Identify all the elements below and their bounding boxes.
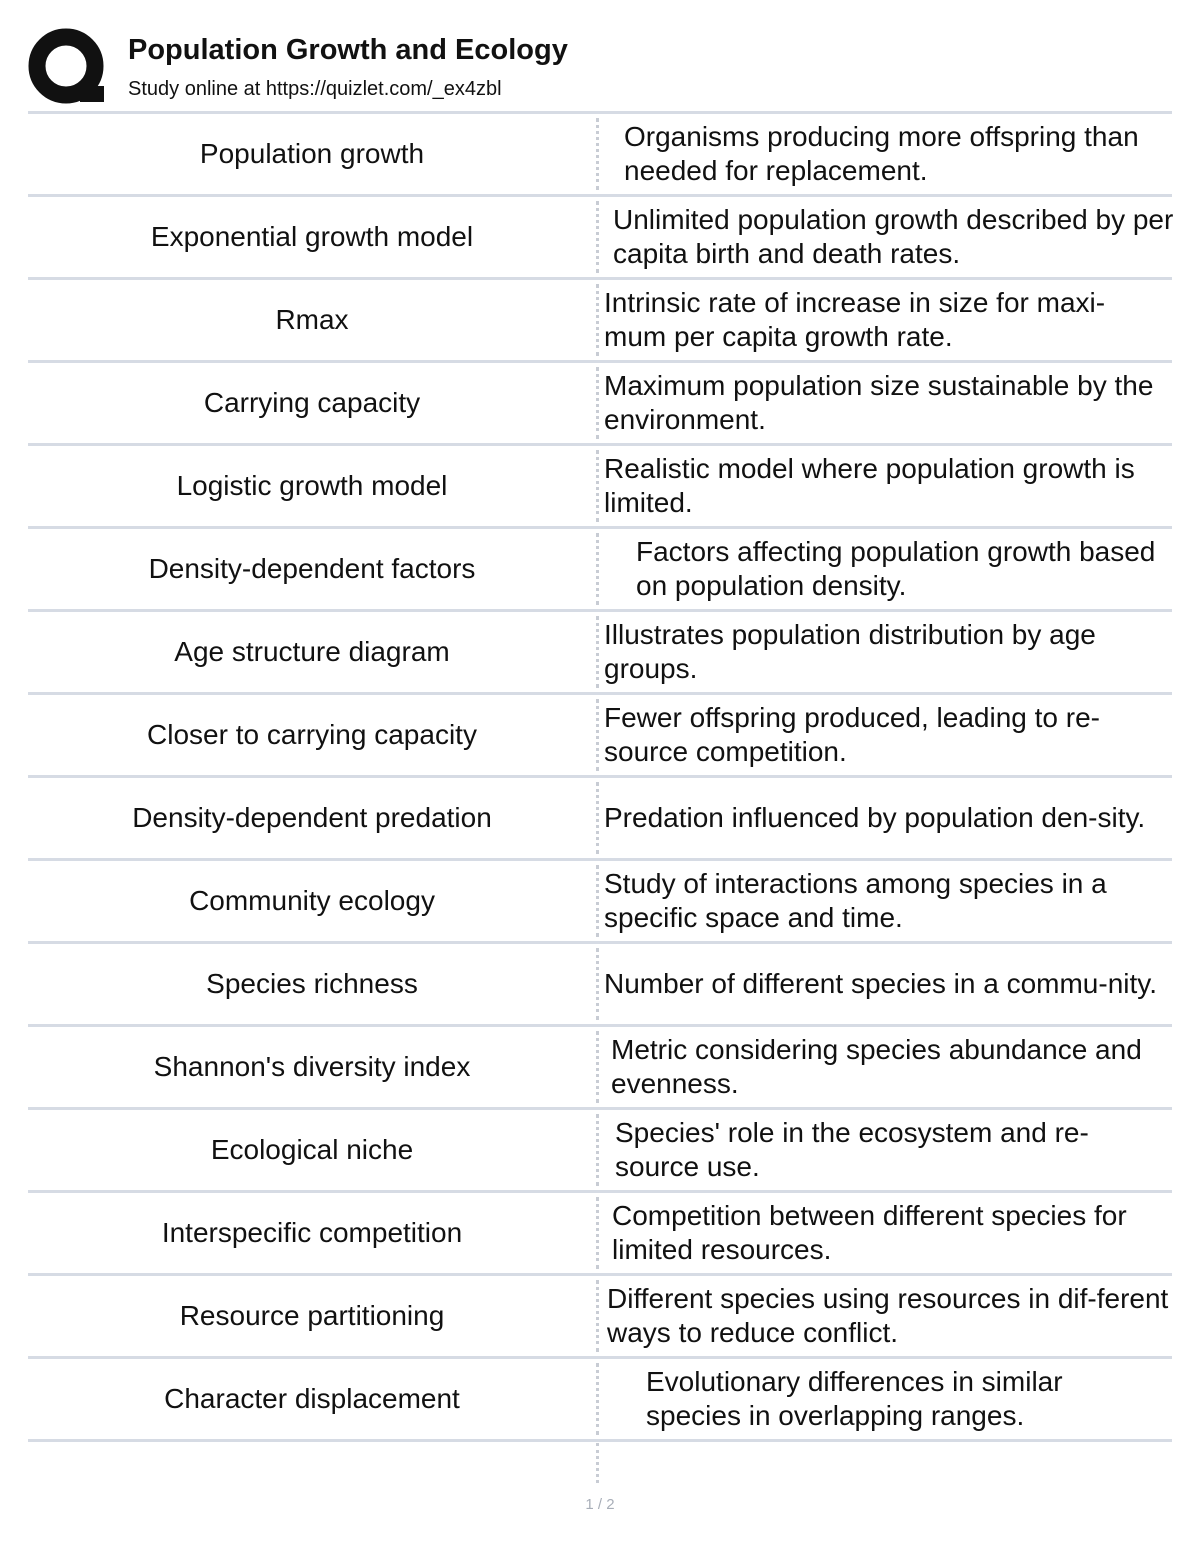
column-divider	[596, 616, 599, 688]
column-divider	[596, 782, 599, 854]
term-cell: Density-dependent predation	[132, 802, 492, 833]
definition-cell	[604, 1193, 1174, 1273]
table-row	[28, 695, 1172, 778]
term-cell: Carrying capacity	[203, 387, 421, 418]
table-row	[28, 280, 1172, 363]
definition-cell	[604, 114, 1164, 194]
term-cell: Interspecific competition	[161, 1217, 463, 1248]
definition-cell	[604, 861, 1166, 941]
column-divider	[596, 201, 599, 273]
definition-cell	[604, 695, 1166, 775]
definition-cell	[604, 197, 1175, 277]
term-cell: Logistic growth model	[176, 470, 448, 501]
definition-text: Illustrates population distribution by age groups.	[604, 619, 1096, 684]
definition-text: Intrinsic rate of increase in size for maxi-mum per capita growth rate.	[604, 287, 1106, 352]
definition-text: Evolutionary differences in similar species in overlapping ranges.	[646, 1366, 1063, 1431]
definition-text: Factors affecting population growth based on population density.	[636, 536, 1156, 601]
definition-cell	[604, 612, 1166, 692]
definition-text: Number of different species in a commu-nity.	[604, 968, 1157, 999]
table-row	[28, 529, 1172, 612]
table-row	[28, 944, 1172, 1027]
footer-column-divider	[596, 1443, 599, 1483]
column-divider	[596, 1197, 599, 1269]
term-cell: Character displacement	[164, 1383, 460, 1414]
term-cell: Closer to carrying capacity	[147, 719, 477, 750]
column-divider	[596, 948, 599, 1020]
page-header	[28, 28, 1172, 112]
table-row	[28, 197, 1172, 280]
quizlet-logo-icon	[28, 28, 108, 108]
study-online-link-text: Study online at https://quizlet.com/_ex4zbl	[128, 78, 502, 100]
column-divider	[596, 367, 599, 439]
column-divider	[596, 284, 599, 356]
definition-cell	[604, 529, 1156, 609]
page-number: 1 / 2	[585, 1496, 615, 1513]
table-row	[28, 861, 1172, 944]
definition-text: Predation influenced by population den-sity.	[604, 802, 1146, 833]
page-title: Population Growth and Ecology	[128, 34, 568, 66]
column-divider	[596, 533, 599, 605]
definition-cell	[604, 446, 1166, 526]
definition-text: Realistic model where population growth is limited.	[604, 453, 1135, 518]
definition-text: Metric considering species abundance and evenness.	[611, 1034, 1142, 1099]
flashcard-table	[28, 111, 1172, 1442]
definition-cell	[604, 280, 1166, 360]
table-row	[28, 778, 1172, 861]
table-row	[28, 612, 1172, 695]
definition-text: Competition between different species for limited resources.	[612, 1200, 1127, 1265]
term-cell: Community ecology	[189, 885, 435, 916]
definition-cell	[604, 1110, 1155, 1190]
table-row	[28, 1276, 1172, 1359]
term-cell: Density-dependent factors	[148, 553, 476, 584]
term-cell: Ecological niche	[210, 1134, 414, 1165]
column-divider	[596, 1280, 599, 1352]
definition-text: Species' role in the ecosystem and re-source use.	[615, 1117, 1089, 1182]
term-cell: Exponential growth model	[150, 221, 474, 252]
column-divider	[596, 450, 599, 522]
definition-cell	[604, 363, 1166, 443]
definition-text: Maximum population size sustainable by the environment.	[604, 370, 1154, 435]
column-divider	[596, 1363, 599, 1435]
definition-cell	[604, 1027, 1173, 1107]
table-row	[28, 1193, 1172, 1276]
term-cell: Age structure diagram	[174, 636, 450, 667]
table-row	[28, 114, 1172, 197]
table-row	[28, 1359, 1172, 1442]
table-row	[28, 1110, 1172, 1193]
table-row	[28, 446, 1172, 529]
column-divider	[596, 1031, 599, 1103]
definition-cell	[604, 944, 1166, 1024]
definition-text: Different species using resources in dif-ferent ways to reduce conflict.	[607, 1283, 1169, 1348]
definition-cell	[604, 1359, 1156, 1439]
term-cell: Species richness	[206, 968, 418, 999]
term-cell: Shannon's diversity index	[153, 1051, 471, 1082]
table-row	[28, 363, 1172, 446]
column-divider	[596, 865, 599, 937]
definition-text: Unlimited population growth described by per capita birth and death rates.	[613, 204, 1174, 269]
term-cell: Resource partitioning	[179, 1300, 445, 1331]
term-cell: Population growth	[199, 138, 425, 169]
definition-text: Organisms producing more offspring than needed for replacement.	[624, 121, 1139, 186]
definition-cell	[604, 1276, 1169, 1356]
column-divider	[596, 699, 599, 771]
definition-text: Fewer offspring produced, leading to re-source competition.	[604, 702, 1100, 767]
column-divider	[596, 118, 599, 190]
definition-text: Study of interactions among species in a specific space and time.	[604, 868, 1107, 933]
term-cell: Rmax	[275, 304, 349, 335]
definition-cell	[604, 778, 1166, 858]
column-divider	[596, 1114, 599, 1186]
table-row	[28, 1027, 1172, 1110]
